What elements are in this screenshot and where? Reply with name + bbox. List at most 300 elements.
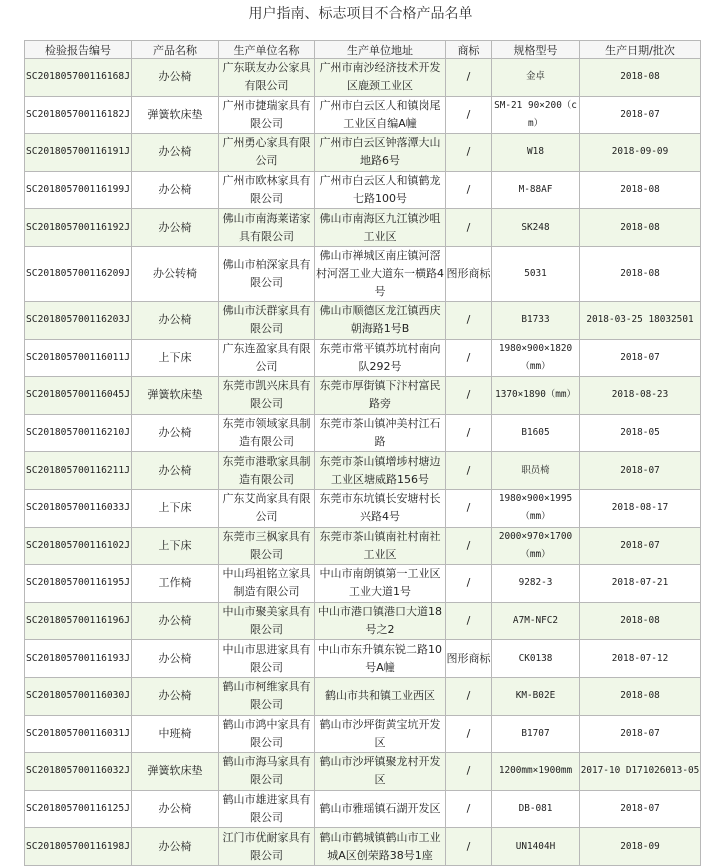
product-name-cell-text: 弹簧软床垫 xyxy=(147,107,203,121)
company-name-cell xyxy=(219,565,315,603)
product-name-cell xyxy=(132,602,219,640)
company-address-cell xyxy=(315,96,446,134)
company-address-cell-text: 鹤山市沙坪镇聚龙村开发区 xyxy=(319,755,441,787)
table-row xyxy=(25,565,701,603)
report-id-cell xyxy=(25,527,132,565)
product-name-cell xyxy=(132,715,219,753)
date-batch-cell xyxy=(580,246,701,301)
report-id-cell-text: SC201805700116211J xyxy=(26,464,130,476)
company-name-cell-text: 佛山市柏深家具有限公司 xyxy=(222,257,311,289)
brand-cell-text: / xyxy=(466,388,471,402)
company-name-cell xyxy=(219,134,315,172)
report-id-cell xyxy=(25,209,132,247)
company-address-cell xyxy=(315,640,446,678)
product-name-cell-text: 中班椅 xyxy=(158,726,192,740)
date-batch-cell xyxy=(580,134,701,172)
report-id-cell-text: SC201805700116195J xyxy=(26,577,130,589)
table-row xyxy=(25,377,701,415)
product-name-cell-text: 办公椅 xyxy=(158,426,192,440)
header-report-id: 检验报告编号 xyxy=(25,41,132,59)
company-address-cell-text: 东莞市茶山镇增埗村塘边工业区塘威路156号 xyxy=(319,454,441,486)
spec-cell-text: B1733 xyxy=(521,314,550,326)
report-id-cell xyxy=(25,828,132,866)
date-batch-cell xyxy=(580,339,701,377)
product-name-cell-text: 上下床 xyxy=(158,350,192,364)
company-name-cell xyxy=(219,452,315,490)
product-name-cell-text: 弹簧软床垫 xyxy=(147,388,203,402)
product-name-cell xyxy=(132,209,219,247)
brand-cell-text: / xyxy=(466,801,471,815)
company-name-cell-text: 东莞市三枫家具有限公司 xyxy=(222,529,311,561)
company-name-cell xyxy=(219,171,315,209)
header-company-address: 生产单位地址 xyxy=(315,41,446,59)
product-name-cell xyxy=(132,489,219,527)
report-id-cell xyxy=(25,134,132,172)
spec-cell xyxy=(492,246,580,301)
report-id-cell xyxy=(25,377,132,415)
spec-cell-text: CK0138 xyxy=(518,652,553,664)
company-name-cell xyxy=(219,715,315,753)
report-id-cell-text: SC201805700116198J xyxy=(26,840,130,852)
date-batch-cell xyxy=(580,377,701,415)
company-address-cell-text: 中山市港口镇港口大道18号之2 xyxy=(318,605,442,637)
report-id-cell xyxy=(25,246,132,301)
table-row xyxy=(25,452,701,490)
header-spec: 规格型号 xyxy=(492,41,580,59)
company-address-cell xyxy=(315,339,446,377)
product-name-cell xyxy=(132,96,219,134)
report-id-cell-text: SC201805700116199J xyxy=(26,184,130,196)
header-date-batch: 生产日期/批次 xyxy=(580,41,701,59)
report-id-cell-text: SC201805700116193J xyxy=(26,652,130,664)
spec-cell xyxy=(492,59,580,97)
report-id-cell-text: SC201805700116033J xyxy=(26,502,130,514)
report-id-cell xyxy=(25,171,132,209)
company-name-cell xyxy=(219,414,315,452)
product-name-cell xyxy=(132,134,219,172)
company-address-cell xyxy=(315,753,446,791)
spec-cell xyxy=(492,489,580,527)
product-name-cell-text: 办公椅 xyxy=(158,689,192,703)
spec-cell-text: W18 xyxy=(527,146,544,158)
report-id-cell xyxy=(25,59,132,97)
company-name-cell xyxy=(219,677,315,715)
company-address-cell-text: 广州市白云区人和镇鹤龙七路100号 xyxy=(319,174,441,206)
date-batch-cell-text: 2018-09 xyxy=(620,840,660,852)
company-name-cell-text: 广州勇心家具有限公司 xyxy=(222,136,311,168)
table-row xyxy=(25,171,701,209)
date-batch-cell-text: 2018-09-09 xyxy=(611,146,669,158)
spec-cell xyxy=(492,640,580,678)
brand-cell xyxy=(446,301,492,339)
date-batch-cell xyxy=(580,96,701,134)
table-row xyxy=(25,339,701,377)
brand-cell-text: / xyxy=(466,764,471,778)
product-name-cell-text: 办公椅 xyxy=(158,463,192,477)
date-batch-cell xyxy=(580,640,701,678)
company-name-cell-text: 佛山市南海莱诺家具有限公司 xyxy=(222,211,311,243)
brand-cell xyxy=(446,527,492,565)
company-address-cell xyxy=(315,527,446,565)
company-address-cell-text: 东莞市茶山镇冲美村江石路 xyxy=(319,417,441,449)
company-address-cell xyxy=(315,59,446,97)
company-address-cell-text: 中山市南朗镇第一工业区工业大道1号 xyxy=(319,567,441,599)
spec-cell xyxy=(492,301,580,339)
company-name-cell xyxy=(219,59,315,97)
spec-cell-text: 职员椅 xyxy=(521,464,550,476)
brand-cell-text: 图形商标 xyxy=(446,651,491,665)
table-row xyxy=(25,59,701,97)
brand-cell-text: / xyxy=(466,576,471,590)
spec-cell-text: 1980×900×1995（mm） xyxy=(498,493,573,523)
company-address-cell xyxy=(315,790,446,828)
company-name-cell-text: 中山玛祖铭立家具制造有限公司 xyxy=(222,567,311,599)
company-address-cell-text: 鹤山市共和镇工业西区 xyxy=(325,689,435,703)
brand-cell xyxy=(446,209,492,247)
brand-cell xyxy=(446,96,492,134)
spec-cell-text: 5031 xyxy=(524,267,547,279)
spec-cell-text: B1707 xyxy=(521,727,550,739)
spec-cell xyxy=(492,790,580,828)
date-batch-cell-text: 2018-07 xyxy=(620,802,660,814)
header-row xyxy=(25,41,701,59)
brand-cell xyxy=(446,452,492,490)
date-batch-cell xyxy=(580,677,701,715)
company-address-cell-text: 东莞市茶山镇南社村南社工业区 xyxy=(319,529,441,561)
table-row xyxy=(25,246,701,301)
company-address-cell-text: 鹤山市雅瑶镇石湖开发区 xyxy=(319,801,441,815)
table-body xyxy=(25,59,701,866)
report-id-cell-text: SC201805700116191J xyxy=(26,146,130,158)
company-name-cell-text: 中山市思进家具有限公司 xyxy=(222,642,311,674)
report-id-cell xyxy=(25,452,132,490)
company-name-cell-text: 鹤山市雄进家具有限公司 xyxy=(222,792,311,824)
company-name-cell xyxy=(219,209,315,247)
brand-cell xyxy=(446,414,492,452)
company-address-cell xyxy=(315,828,446,866)
company-name-cell xyxy=(219,527,315,565)
report-id-cell xyxy=(25,715,132,753)
company-name-cell-text: 东莞市凯兴床具有限公司 xyxy=(222,379,311,411)
table-row xyxy=(25,677,701,715)
spec-cell-text: SK248 xyxy=(521,221,550,233)
report-id-cell-text: SC201805700116102J xyxy=(26,539,130,551)
nonconforming-products-table xyxy=(24,40,701,866)
company-name-cell xyxy=(219,96,315,134)
company-address-cell-text: 鹤山市鹤城镇鹤山市工业城A区创荣路38号1座 xyxy=(319,830,441,862)
brand-cell-text: 图形商标 xyxy=(446,266,491,280)
brand-cell-text: / xyxy=(466,183,471,197)
date-batch-cell xyxy=(580,414,701,452)
spec-cell xyxy=(492,96,580,134)
product-name-cell-text: 办公椅 xyxy=(158,313,192,327)
brand-cell-text: / xyxy=(466,107,471,121)
brand-cell xyxy=(446,377,492,415)
product-name-cell xyxy=(132,640,219,678)
table-row xyxy=(25,753,701,791)
spec-cell-text: M-88AF xyxy=(518,184,553,196)
spec-cell-text: 2000×970×1700（mm） xyxy=(498,530,573,560)
date-batch-cell xyxy=(580,828,701,866)
spec-cell xyxy=(492,602,580,640)
company-name-cell xyxy=(219,753,315,791)
brand-cell xyxy=(446,602,492,640)
date-batch-cell-text: 2018-08 xyxy=(620,690,660,702)
company-address-cell xyxy=(315,209,446,247)
report-id-cell-text: SC201805700116011J xyxy=(26,351,130,363)
company-address-cell xyxy=(315,715,446,753)
company-address-cell-text: 鹤山市沙坪街黄宝坑开发区 xyxy=(319,717,441,749)
brand-cell-text: / xyxy=(466,70,471,84)
company-name-cell-text: 鹤山市鸿中家具有限公司 xyxy=(222,717,311,749)
report-id-cell xyxy=(25,489,132,527)
brand-cell xyxy=(446,677,492,715)
date-batch-cell-text: 2018-08 xyxy=(620,267,660,279)
table-header xyxy=(25,41,701,59)
spec-cell-text: B1605 xyxy=(521,427,550,439)
company-name-cell xyxy=(219,790,315,828)
report-id-cell xyxy=(25,790,132,828)
report-id-cell-text: SC201805700116168J xyxy=(26,71,130,83)
date-batch-cell-text: 2018-03-25 18032501 xyxy=(586,314,694,326)
table-row xyxy=(25,527,701,565)
page-title: 用户指南、标志项目不合格产品名单 xyxy=(248,6,473,22)
report-id-cell xyxy=(25,565,132,603)
date-batch-cell xyxy=(580,171,701,209)
company-name-cell xyxy=(219,828,315,866)
report-id-cell xyxy=(25,414,132,452)
company-address-cell xyxy=(315,246,446,301)
company-address-cell xyxy=(315,565,446,603)
product-name-cell xyxy=(132,246,219,301)
table-row xyxy=(25,828,701,866)
brand-cell-text: / xyxy=(466,839,471,853)
company-name-cell xyxy=(219,377,315,415)
table-row xyxy=(25,640,701,678)
spec-cell xyxy=(492,414,580,452)
date-batch-cell-text: 2018-07-12 xyxy=(611,652,669,664)
date-batch-cell-text: 2018-07 xyxy=(620,351,660,363)
spec-cell xyxy=(492,171,580,209)
brand-cell-text: / xyxy=(466,313,471,327)
table-row xyxy=(25,489,701,527)
brand-cell xyxy=(446,171,492,209)
brand-cell-text: / xyxy=(466,463,471,477)
product-name-cell-text: 办公椅 xyxy=(158,220,192,234)
report-id-cell-text: SC201805700116045J xyxy=(26,389,130,401)
company-name-cell-text: 广州市捷瑞家具有限公司 xyxy=(222,98,311,130)
company-address-cell-text: 佛山市南海区九江镇沙咀工业区 xyxy=(319,211,441,243)
product-name-cell xyxy=(132,301,219,339)
report-id-cell-text: SC201805700116182J xyxy=(26,108,130,120)
company-name-cell-text: 鹤山市海马家具有限公司 xyxy=(222,755,311,787)
date-batch-cell xyxy=(580,59,701,97)
spec-cell xyxy=(492,715,580,753)
brand-cell-text: / xyxy=(466,689,471,703)
date-batch-cell xyxy=(580,790,701,828)
date-batch-cell-text: 2018-07 xyxy=(620,727,660,739)
product-name-cell xyxy=(132,828,219,866)
table-row xyxy=(25,301,701,339)
report-id-cell-text: SC201805700116209J xyxy=(26,267,130,279)
company-address-cell xyxy=(315,677,446,715)
report-id-cell-text: SC201805700116031J xyxy=(26,727,130,739)
company-name-cell xyxy=(219,602,315,640)
spec-cell xyxy=(492,452,580,490)
brand-cell xyxy=(446,134,492,172)
report-id-cell-text: SC201805700116125J xyxy=(26,802,130,814)
spec-cell-text: 9282-3 xyxy=(518,577,553,589)
table-row xyxy=(25,790,701,828)
brand-cell-text: / xyxy=(466,145,471,159)
date-batch-cell-text: 2018-08 xyxy=(620,615,660,627)
table-row xyxy=(25,414,701,452)
date-batch-cell xyxy=(580,527,701,565)
product-name-cell-text: 办公椅 xyxy=(158,801,192,815)
report-id-cell xyxy=(25,677,132,715)
report-id-cell-text: SC201805700116192J xyxy=(26,221,130,233)
spec-cell-text: UN1404H xyxy=(515,840,556,852)
date-batch-cell-text: 2018-08 xyxy=(620,184,660,196)
company-address-cell-text: 东莞市厚街镇下汴村富民路旁 xyxy=(319,379,441,411)
brand-cell xyxy=(446,565,492,603)
product-name-cell-text: 办公椅 xyxy=(158,145,192,159)
spec-cell xyxy=(492,339,580,377)
product-name-cell xyxy=(132,790,219,828)
company-address-cell-text: 广州市白云区钟落潭大山地路6号 xyxy=(319,136,441,168)
product-name-cell xyxy=(132,527,219,565)
company-name-cell xyxy=(219,339,315,377)
date-batch-cell xyxy=(580,301,701,339)
product-name-cell-text: 办公椅 xyxy=(158,70,192,84)
report-id-cell-text: SC201805700116210J xyxy=(26,427,130,439)
company-address-cell-text: 东莞市常平镇苏坑村南向队292号 xyxy=(319,341,441,373)
spec-cell-text: KM-B02E xyxy=(515,690,556,702)
company-name-cell-text: 广东联友办公家具有限公司 xyxy=(222,61,311,93)
report-id-cell-text: SC201805700116203J xyxy=(26,314,130,326)
company-address-cell xyxy=(315,134,446,172)
brand-cell-text: / xyxy=(466,426,471,440)
brand-cell xyxy=(446,753,492,791)
brand-cell-text: / xyxy=(466,726,471,740)
product-name-cell-text: 弹簧软床垫 xyxy=(147,764,203,778)
product-name-cell-text: 办公椅 xyxy=(158,183,192,197)
report-id-cell xyxy=(25,339,132,377)
spec-cell xyxy=(492,565,580,603)
brand-cell xyxy=(446,59,492,97)
company-address-cell xyxy=(315,602,446,640)
product-name-cell xyxy=(132,59,219,97)
date-batch-cell xyxy=(580,209,701,247)
date-batch-cell-text: 2017-10 D171026013-05 xyxy=(580,765,700,777)
company-name-cell xyxy=(219,246,315,301)
company-name-cell-text: 佛山市沃群家具有限公司 xyxy=(222,304,311,336)
product-name-cell xyxy=(132,565,219,603)
date-batch-cell-text: 2018-07-21 xyxy=(611,577,669,589)
brand-cell xyxy=(446,489,492,527)
brand-cell xyxy=(446,640,492,678)
spec-cell xyxy=(492,134,580,172)
spec-cell-text: SM-21 90×200（cm） xyxy=(494,99,577,129)
company-name-cell-text: 广东连盈家具有限公司 xyxy=(222,341,311,373)
date-batch-cell xyxy=(580,452,701,490)
date-batch-cell-text: 2018-08-17 xyxy=(611,502,669,514)
spec-cell-text: 1980×900×1820（mm） xyxy=(498,342,573,372)
table-row xyxy=(25,602,701,640)
product-name-cell-text: 工作椅 xyxy=(158,576,192,590)
date-batch-cell-text: 2018-08 xyxy=(620,221,660,233)
company-address-cell xyxy=(315,452,446,490)
spec-cell-text: 1370×1890（mm） xyxy=(495,389,576,401)
date-batch-cell-text: 2018-08 xyxy=(620,71,660,83)
company-address-cell-text: 东莞市东坑镇长安塘村长兴路4号 xyxy=(319,492,441,524)
company-name-cell xyxy=(219,301,315,339)
company-address-cell xyxy=(315,171,446,209)
company-name-cell-text: 东莞市港歌家具制造有限公司 xyxy=(222,454,311,486)
table-row xyxy=(25,715,701,753)
brand-cell xyxy=(446,828,492,866)
company-name-cell xyxy=(219,489,315,527)
date-batch-cell xyxy=(580,602,701,640)
spec-cell xyxy=(492,828,580,866)
header-brand: 商标 xyxy=(446,41,492,59)
spec-cell-text: A7M-NFC2 xyxy=(512,615,559,627)
brand-cell-text: / xyxy=(466,501,471,515)
brand-cell-text: / xyxy=(466,220,471,234)
date-batch-cell xyxy=(580,753,701,791)
company-name-cell-text: 中山市聚美家具有限公司 xyxy=(222,605,311,637)
company-name-cell-text: 鹤山市柯维家具有限公司 xyxy=(222,680,311,712)
date-batch-cell xyxy=(580,565,701,603)
spec-cell xyxy=(492,209,580,247)
product-name-cell xyxy=(132,753,219,791)
date-batch-cell-text: 2018-05 xyxy=(620,427,660,439)
date-batch-cell-text: 2018-08-23 xyxy=(611,389,669,401)
company-address-cell xyxy=(315,377,446,415)
brand-cell-text: / xyxy=(466,538,471,552)
spec-cell xyxy=(492,753,580,791)
product-name-cell xyxy=(132,171,219,209)
company-address-cell-text: 中山市东升镇东锐二路10号A幢 xyxy=(318,642,442,674)
company-address-cell-text: 佛山市禅城区南庄镇河滘村河滘工业大道东一横路4号 xyxy=(316,248,444,298)
product-name-cell xyxy=(132,377,219,415)
brand-cell-text: / xyxy=(466,350,471,364)
product-name-cell-text: 办公椅 xyxy=(158,839,192,853)
spec-cell xyxy=(492,527,580,565)
company-name-cell-text: 东莞市领域家具制造有限公司 xyxy=(222,417,311,449)
header-product-name: 产品名称 xyxy=(132,41,219,59)
spec-cell-text: 1200mm×1900mm xyxy=(498,765,573,777)
table-row xyxy=(25,134,701,172)
report-id-cell xyxy=(25,640,132,678)
product-name-cell xyxy=(132,339,219,377)
company-address-cell-text: 广州市南沙经济技术开发区鹿颈工业区 xyxy=(319,61,441,93)
report-id-cell-text: SC201805700116030J xyxy=(26,690,130,702)
company-name-cell-text: 广东艾尚家具有限公司 xyxy=(222,492,311,524)
report-id-cell xyxy=(25,96,132,134)
table-row xyxy=(25,96,701,134)
company-address-cell xyxy=(315,414,446,452)
brand-cell xyxy=(446,715,492,753)
table-row xyxy=(25,209,701,247)
header-company-name: 生产单位名称 xyxy=(219,41,315,59)
product-name-cell-text: 上下床 xyxy=(158,501,192,515)
product-name-cell xyxy=(132,414,219,452)
date-batch-cell-text: 2018-07 xyxy=(620,464,660,476)
company-name-cell-text: 江门市优耐家具有限公司 xyxy=(222,830,311,862)
report-id-cell xyxy=(25,602,132,640)
company-address-cell-text: 广州市白云区人和镇岗尾工业区自编A幢 xyxy=(319,98,441,130)
